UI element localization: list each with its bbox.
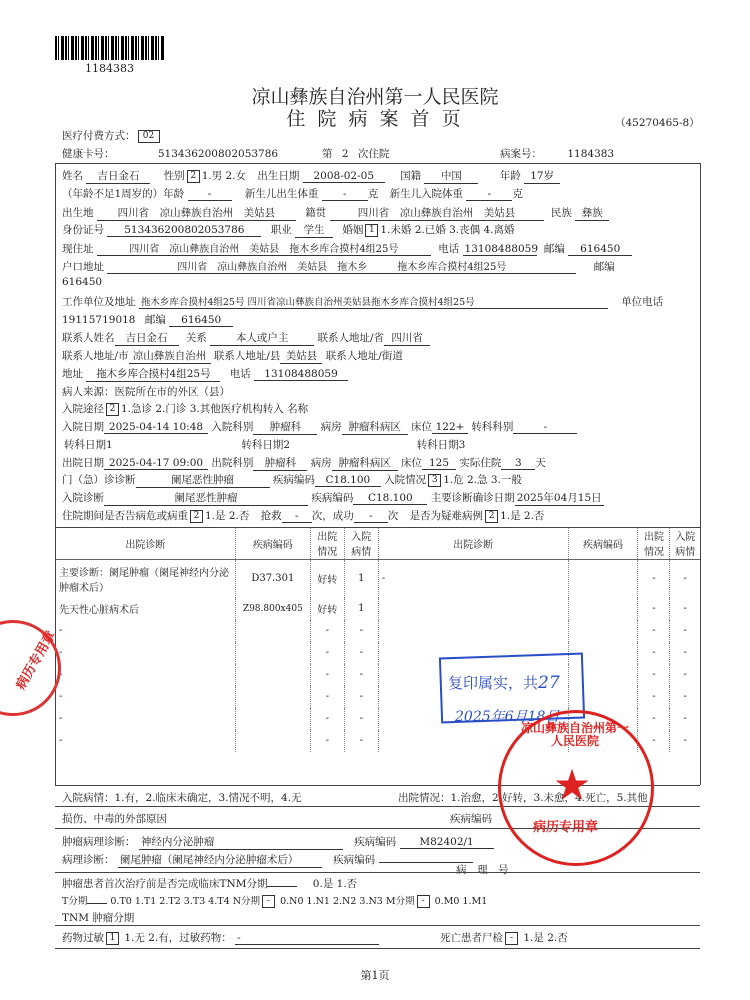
rescue-label: 抢救 — [260, 510, 282, 522]
table-cell: 1 — [344, 598, 378, 620]
autopsy-label: 死亡患者尸检 — [440, 932, 503, 944]
clinic-code-value: C18.100 — [315, 474, 381, 487]
table-header — [56, 527, 701, 560]
out-bed-label: 床位 — [401, 457, 423, 469]
table-cell: - — [638, 730, 670, 752]
table-cell: - — [310, 620, 344, 642]
work-value: 拖木乡库合摸村4组25号 四川省凉山彝族自治州美姑县拖木乡库合摸村4组25号 — [139, 294, 608, 309]
path-diag-row — [62, 834, 494, 850]
job-value: 学生 — [295, 222, 333, 238]
header-cell: 入院病情 — [670, 527, 700, 560]
transfer-dates-row — [62, 437, 465, 452]
birthplace-value: 四川省 凉山彝族自治州 美姑县 — [97, 205, 296, 221]
adm-cond-value: 3 — [428, 474, 441, 487]
header-cell: 出院情况 — [638, 527, 670, 560]
hospital-seal-text: 凉山彝族自治州第一人民医院 — [520, 721, 629, 748]
suspect-label: 是否为疑难病例 — [409, 510, 484, 522]
nationality-label: 国籍 — [400, 170, 422, 182]
table-cell: - — [638, 560, 670, 598]
table-cell — [378, 598, 568, 620]
path-code-label: 疾病编码 — [354, 836, 397, 848]
divider — [55, 163, 700, 164]
table-row — [56, 642, 701, 664]
header-cell: 出院诊断 — [56, 527, 236, 560]
out-bed-value: 125 — [422, 457, 456, 470]
out-dept-value: 肿瘤科 — [253, 455, 307, 471]
adm-diag-label: 入院诊断 — [62, 492, 104, 504]
rescue-value: - — [282, 510, 312, 523]
birth-row — [62, 205, 609, 221]
table-cell: - — [310, 730, 344, 752]
adm-diag-value: 阑尾恶性肿瘤 — [104, 490, 308, 506]
out-date-row — [62, 455, 546, 471]
divider — [55, 872, 700, 873]
autopsy-value: - — [505, 932, 518, 945]
table-top-line — [55, 527, 700, 528]
route-label: 入院途径 — [62, 403, 104, 415]
tnm-detail-row — [62, 893, 487, 908]
contact-row — [62, 330, 430, 346]
admission-times — [322, 146, 389, 161]
table-right-line — [700, 527, 701, 785]
table-cell: - — [310, 642, 344, 664]
contact-detail-label: 地址 — [62, 368, 83, 380]
injury-code-label: 疾病编码 — [450, 813, 492, 825]
patient-name: 吉日金石 — [86, 168, 150, 184]
table-cell — [568, 598, 638, 620]
work-zip-value: 616450 — [169, 314, 233, 327]
table-row — [56, 686, 701, 708]
copy-text: 复印属实，共 — [448, 674, 539, 692]
current-addr-row — [62, 240, 632, 256]
infant-row — [62, 186, 523, 201]
confirm-label: 主要诊断确诊日期 — [430, 492, 515, 504]
table-cell — [568, 560, 638, 598]
hukou-label: 户口地址 — [62, 261, 104, 273]
table-cell — [235, 620, 310, 642]
copy-pages: 27 — [538, 673, 560, 693]
out-cond-note: 出院情况：1.治愈，2.好转，3.未愈，4.死亡，5.其他 — [398, 792, 648, 804]
id-row — [62, 222, 514, 238]
bed-value: 122+ — [432, 421, 468, 434]
table-cell: - — [670, 598, 700, 620]
header-cell: 出院情况 — [310, 527, 344, 560]
hukou-zip: 616450 — [62, 276, 103, 288]
confirm-date: 2025年04月15日 — [515, 490, 604, 506]
success-value: - — [354, 510, 388, 523]
ward-label: 病房 — [320, 421, 342, 433]
allergy-drug: - — [235, 932, 379, 945]
table-cell: - — [56, 642, 236, 664]
table-cell: - — [310, 664, 344, 686]
hukou-zip-label: 邮编 — [593, 261, 615, 273]
autopsy-opts: 1.是 2.否 — [523, 932, 568, 944]
table-cell: - — [638, 686, 670, 708]
adm-code-label: 疾病编码 — [311, 492, 354, 504]
m-value: - — [417, 895, 430, 908]
n-label: N分期 — [232, 896, 261, 907]
table-cell — [235, 642, 310, 664]
allergy-opts: 1.无 2.有，过敏药物： — [124, 932, 232, 944]
path2-row — [62, 852, 473, 868]
zip-value: 616450 — [568, 243, 632, 256]
contact-city-value: 凉山彝族自治州 — [129, 348, 211, 364]
phone-value: 13108488059 — [464, 243, 539, 255]
critical-opts: 1.是 2.否 — [205, 510, 250, 522]
age-label: 年龄 — [499, 170, 521, 182]
contact-phone-label: 电话 — [229, 368, 251, 380]
table-cell: - — [670, 620, 700, 642]
form-code: （45270465-8） — [615, 117, 700, 129]
allergy-label: 药物过敏 — [62, 932, 104, 944]
divider — [55, 948, 700, 949]
contact-phone-value: 13108488059 — [254, 368, 348, 381]
table-cell: - — [344, 708, 378, 730]
days-unit: 天 — [535, 457, 546, 469]
contact-detail-value: 拖木乡库合摸村4组25号 — [86, 366, 220, 382]
table-cell — [235, 708, 310, 730]
newborn-weight-value: - — [322, 188, 368, 201]
adm-date-value: 2025-04-14 10:48 — [104, 421, 208, 434]
adm-cond-opts: 1.危 2.急 3.一般 — [443, 474, 522, 486]
gram-unit: 克 — [512, 188, 523, 200]
m-label: M分期 — [385, 896, 415, 907]
table-cell — [235, 664, 310, 686]
phone-label: 电话 — [438, 243, 460, 255]
work-phone-label: 单位电话 — [621, 296, 664, 308]
marriage-value: 1 — [365, 224, 378, 237]
infant-age-value: - — [188, 188, 232, 201]
clinic-diag-row — [62, 472, 522, 488]
page-number: 第1页 — [360, 969, 390, 982]
table-cell: - — [638, 708, 670, 730]
table-cell: - — [56, 708, 236, 730]
table-cell — [235, 686, 310, 708]
form-title: 住 院 病 案 首 页 — [286, 108, 464, 130]
times-prefix: 第 — [322, 148, 333, 160]
table-cell: - — [310, 708, 344, 730]
adm-diag-row — [62, 490, 604, 506]
t-opts: 0.T0 1.T1 2.T2 3.T3 4.T4 — [110, 896, 230, 907]
newborn-weight-label: 新生儿出生体重 — [244, 188, 319, 200]
relation-label: 关系 — [185, 332, 207, 344]
payment-value: 02 — [138, 130, 160, 143]
sex-opts: 1.男 2.女 — [201, 170, 247, 182]
table-cell: - — [670, 730, 700, 752]
table-cell: - — [670, 686, 700, 708]
divider — [55, 925, 700, 926]
transfer-date-3: 转科日期3 — [416, 439, 466, 451]
left-border — [55, 163, 56, 528]
critical-value: 2 — [190, 510, 203, 523]
ethnic-value: 彝族 — [575, 205, 609, 221]
current-addr-label: 现住址 — [62, 243, 94, 255]
success-times: 次 — [387, 510, 399, 522]
route-row — [62, 401, 308, 416]
days-label: 实际住院 — [459, 457, 502, 469]
table-row — [56, 620, 701, 642]
table-row — [56, 598, 701, 620]
sex-value: 2 — [187, 170, 200, 183]
table-cell: - — [670, 664, 700, 686]
days-value: 3 — [501, 457, 535, 470]
transfer-date-1: 转科日期1 — [64, 439, 113, 451]
tnm-opts: 0.是 1.否 — [312, 878, 358, 890]
contact-city-row — [62, 348, 403, 364]
autopsy-row — [440, 930, 568, 945]
left-seal-text: 病历专用章 — [13, 628, 59, 693]
table-cell: - — [344, 642, 378, 664]
adm-cond-note: 入院病情：1.有，2.临床未确定，3.情况不明，4.无 — [62, 792, 302, 804]
contact-street-label: 联系人地址/街道 — [325, 350, 403, 362]
table-cell — [568, 620, 638, 642]
payment-row — [62, 128, 162, 143]
hukou-row — [62, 258, 615, 274]
health-card-label: 健康卡号： — [62, 148, 115, 160]
sex-label: 性别 — [163, 170, 185, 182]
work-phone-value: 19115719018 — [62, 314, 136, 326]
record-no — [500, 146, 614, 161]
copy-stamp-text — [448, 672, 560, 693]
allergy-row — [62, 930, 379, 945]
header-cell: 入院病情 — [344, 527, 378, 560]
contact-prov-label: 联系人地址/省 — [317, 332, 385, 344]
out-dept-label: 出院科别 — [211, 457, 254, 469]
dob-label: 出生日期 — [257, 170, 300, 182]
health-card — [62, 146, 278, 161]
table-cell: - — [344, 730, 378, 752]
out-ward-value: 肿瘤科病区 — [332, 455, 398, 471]
tnm-value — [267, 886, 297, 887]
clinic-diag-value: 阑尾恶性肿瘤 — [136, 472, 270, 488]
current-addr-value: 四川省 凉山彝族自治州 美姑县 拖木乡库合摸村4组25号 — [97, 240, 431, 256]
table-cell: - — [344, 620, 378, 642]
clinic-code-label: 疾病编码 — [272, 474, 315, 486]
adm-code-value: C18.100 — [353, 492, 427, 505]
barcode — [55, 36, 165, 60]
adm-dept-value: 肿瘤科 — [253, 419, 317, 435]
barcode-number: 1184383 — [85, 62, 134, 75]
relation-value: 本人或户主 — [210, 330, 314, 346]
table-cell: - — [670, 560, 700, 598]
table-cell: - — [310, 686, 344, 708]
ward-value: 肿瘤科病区 — [342, 419, 408, 435]
table-cell — [378, 620, 568, 642]
contact-county-label: 联系人地址/县 — [213, 350, 281, 362]
allergy-value: 1 — [106, 932, 119, 945]
table-cell: - — [638, 642, 670, 664]
hukou-value: 四川省 凉山彝族自治州 美姑县 拖木乡 拖木乡库合摸村4组25号 — [107, 258, 576, 274]
table-cell: 好转 — [310, 598, 344, 620]
nationality-value: 中国 — [424, 168, 478, 184]
critical-label: 住院期间是否告病危或病重 — [62, 510, 188, 522]
newborn-admit-label: 新生儿入院体重 — [389, 188, 464, 200]
table-cell: 好转 — [310, 560, 344, 598]
table-cell: - — [56, 664, 236, 686]
patient-source: 病人来源：医院所在市的外区（县） — [62, 386, 230, 398]
table-cell: - — [670, 642, 700, 664]
t-label: T分期 — [62, 896, 88, 907]
suspect-opts: 1.是 2.否 — [500, 510, 545, 522]
birthplace-label: 出生地 — [62, 207, 94, 219]
contact-county-value: 美姑县 — [280, 348, 322, 364]
tnm-stage-label: TNM 肿瘤分期 — [62, 912, 135, 924]
table-row — [56, 560, 701, 598]
out-ward-label: 病房 — [310, 457, 332, 469]
record-no-label: 病案号： — [500, 148, 542, 160]
path-code-value: M82402/1 — [400, 836, 494, 849]
contact-prov-value: 四川省 — [384, 330, 430, 346]
star-icon: ★ — [555, 762, 590, 807]
tnm-label: 肿瘤患者首次治疗前是否完成临床TNM分期 — [62, 878, 268, 890]
path-diag-value: 神经内分泌肿瘤 — [139, 834, 343, 850]
path2-value: 阑尾肿瘤（阑尾神经内分泌肿瘤术后） — [118, 852, 322, 868]
infant-age-label: （年龄不足1周岁的）年龄 — [62, 188, 185, 200]
table-cell: - — [56, 730, 236, 752]
m-opts: 0.M0 1.M1 — [434, 896, 488, 907]
table-cell: 先天性心脏病术后 — [56, 598, 236, 620]
n-value: - — [262, 895, 275, 908]
zip-label: 邮编 — [543, 243, 565, 255]
table-cell: - — [638, 620, 670, 642]
route-opts: 1.急诊 2.门诊 3.其他医疗机构转入 名称 — [121, 403, 309, 415]
ethnic-label: 民族 — [550, 207, 572, 219]
hospital-seal-sub: 病历专用章 — [533, 820, 599, 835]
suspect-value: 2 — [485, 510, 498, 523]
table-cell: - — [378, 560, 568, 598]
record-no-value: 1184383 — [567, 148, 615, 160]
work-zip-label: 邮编 — [144, 314, 166, 326]
tnm-row — [62, 876, 357, 891]
clinic-diag-label: 门（急）诊诊断 — [62, 474, 136, 486]
contact-detail-row — [62, 366, 348, 382]
copy-date: 2025年6月18日 — [455, 709, 560, 725]
adm-date-label: 入院日期 — [62, 421, 104, 433]
dob-value: 2008-02-05 — [303, 170, 385, 183]
gram-unit: 克 — [367, 188, 379, 200]
table-cell: - — [56, 620, 236, 642]
newborn-admit-value: - — [466, 188, 512, 201]
adm-dept-label: 入院科别 — [211, 421, 254, 433]
transfer-label: 转科科别 — [471, 421, 514, 433]
table-cell: 主要诊断：阑尾肿瘤（阑尾神经内分泌肿瘤术后） — [56, 560, 236, 598]
transfer-date-2: 转科日期2 — [241, 439, 291, 451]
rescue-times: 次，成功 — [311, 510, 354, 522]
table-row — [56, 664, 701, 686]
route-value: 2 — [106, 403, 119, 416]
contact-value: 吉日金石 — [115, 330, 179, 346]
table-cell: - — [670, 708, 700, 730]
bed-label: 床位 — [411, 421, 433, 433]
table-cell: D37.301 — [235, 560, 310, 598]
id-value: 513436200802053786 — [107, 224, 261, 237]
work-phone-row — [62, 312, 233, 327]
header-cell: 疾病编码 — [235, 527, 310, 560]
injury-label: 损伤、中毒的外部原因 — [62, 813, 167, 825]
health-card-value: 513436200802053786 — [157, 148, 279, 160]
n-opts: 0.N0 1.N1 2.N2 3.N3 — [280, 896, 383, 907]
adm-date-row — [62, 419, 577, 435]
marriage-opts: 1.未婚 2.已婚 3.丧偶 4.离婚 — [380, 224, 515, 236]
critical-row — [62, 508, 544, 523]
table-cell: 1 — [344, 560, 378, 598]
id-label: 身份证号 — [62, 224, 104, 236]
transfer-value: - — [513, 421, 577, 434]
work-row — [62, 294, 663, 309]
marriage-label: 婚姻 — [342, 224, 364, 236]
job-label: 职业 — [270, 224, 292, 236]
table-cell: - — [638, 598, 670, 620]
header-cell: 疾病编码 — [568, 527, 638, 560]
table-cell: - — [56, 686, 236, 708]
path-no-label: 病 理 号 — [456, 864, 509, 876]
hospital-name: 凉山彝族自治州第一人民医院 — [251, 86, 499, 108]
table-cell: - — [344, 686, 378, 708]
contact-city-label: 联系人地址/市 — [62, 350, 129, 362]
table-cell — [235, 730, 310, 752]
path2-code-label: 疾病编码 — [333, 854, 376, 866]
table-cell: - — [638, 664, 670, 686]
table-cell: - — [344, 664, 378, 686]
path-diag-label: 肿瘤病理诊断： — [62, 836, 136, 848]
times-value: 2 — [341, 148, 349, 160]
payment-label: 医疗付费方式： — [62, 130, 136, 142]
t-value — [87, 903, 107, 904]
name-label: 姓名 — [62, 170, 83, 182]
times-suffix: 次住院 — [357, 148, 390, 160]
adm-cond-label: 入院情况 — [384, 474, 427, 486]
work-label: 工作单位及地址 — [62, 296, 136, 308]
out-date-label: 出院日期 — [62, 457, 104, 469]
header-cell: 出院诊断 — [378, 527, 568, 560]
native-label: 籍贯 — [305, 207, 327, 219]
native-value: 四川省 凉山彝族自治州 美姑县 — [330, 205, 544, 221]
name-row — [62, 168, 560, 184]
age-value: 17岁 — [524, 168, 560, 184]
contact-label: 联系人姓名 — [62, 332, 115, 344]
path2-label: 病理诊断： — [62, 854, 115, 866]
table-cell: Z98.800x405 — [235, 598, 310, 620]
out-date-value: 2025-04-17 09:00 — [104, 457, 208, 470]
right-border — [700, 163, 701, 528]
